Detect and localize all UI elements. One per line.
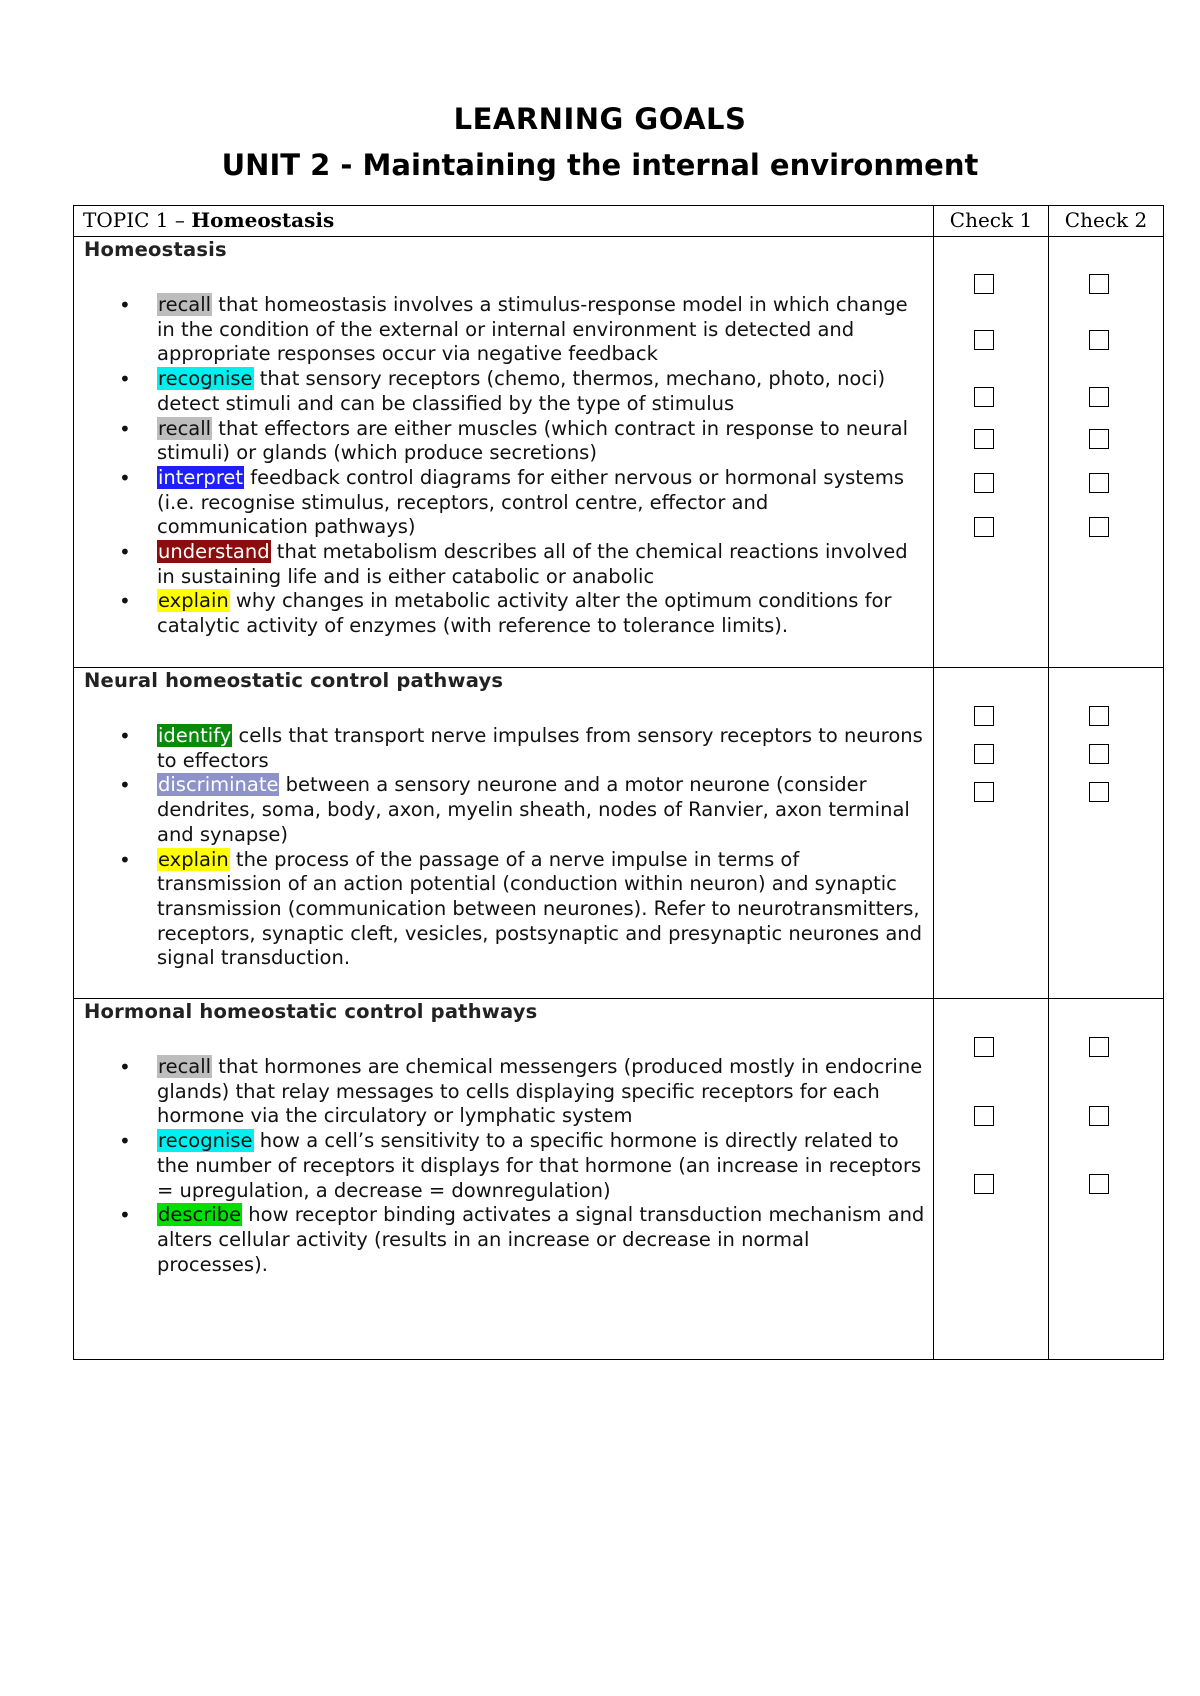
verb-highlight: explain: [158, 589, 229, 613]
checkbox[interactable]: [974, 517, 994, 537]
verb-highlight: recall: [158, 293, 212, 316]
check2-cell: [1049, 999, 1164, 1360]
table-row: [74, 999, 1164, 1360]
check1-cell: [934, 237, 1049, 668]
goal-text: that hormones are chemical messengers (produced mostly in endocrine glands) that relay messages to cells displaying specific receptors for each hormone via the circulatory or lymphatic system: [157, 1055, 923, 1128]
table-row: [74, 668, 1164, 999]
section-title: Hormonal homeostatic control pathways: [84, 1000, 538, 1023]
verb-highlight: recall: [158, 1055, 212, 1078]
list-item: [74, 773, 933, 847]
checkbox[interactable]: [974, 1037, 994, 1057]
checkbox[interactable]: [974, 706, 994, 726]
verb-highlight: describe: [158, 1203, 242, 1227]
check2-cell: [1049, 237, 1164, 668]
list-item: [74, 367, 933, 416]
section-hormonal: [74, 999, 934, 1360]
goal-text: feedback control diagrams for either nervous or hormonal systems (i.e. recognise stimulus, receptors, control centre, effector and communication pathways): [157, 465, 905, 539]
goal-list: [74, 1055, 933, 1277]
list-item: [74, 848, 933, 972]
check1-cell: [934, 668, 1049, 999]
checkbox[interactable]: [1089, 1037, 1109, 1057]
checkbox[interactable]: [1089, 473, 1109, 493]
checkbox[interactable]: [974, 429, 994, 449]
table-row: [74, 237, 1164, 668]
checkbox[interactable]: [1089, 517, 1109, 537]
doc-title: LEARNING GOALS: [453, 102, 747, 136]
section-neural: [74, 668, 934, 999]
checkbox[interactable]: [1089, 429, 1109, 449]
list-item: [74, 466, 933, 540]
verb-highlight: discriminate: [158, 773, 279, 797]
goal-text: how a cell’s sensitivity to a specific hormone is directly related to the number of receptors it displays for that hormone (an increase in receptors = upregulation, a decrease = downregulation): [157, 1129, 922, 1202]
goal-text: that sensory receptors (chemo, thermos, mechano, photo, noci) detect stimuli and can be classified by the type of stimulus: [157, 367, 886, 415]
goal-text: that homeostasis involves a stimulus-response model in which change in the condition of the external or internal environment is detected and appropriate responses occur via negative feedback: [157, 293, 908, 366]
verb-highlight: recognise: [158, 1129, 253, 1153]
checkbox[interactable]: [1089, 1174, 1109, 1194]
list-item: [74, 293, 933, 367]
doc-subtitle: UNIT 2 - Maintaining the internal environment: [221, 148, 979, 182]
list-item: [74, 724, 933, 773]
checkbox[interactable]: [974, 1106, 994, 1126]
checkbox[interactable]: [1089, 330, 1109, 350]
checkbox[interactable]: [1089, 387, 1109, 407]
check2-cell: [1049, 668, 1164, 999]
goal-list: [74, 724, 933, 971]
checkbox[interactable]: [974, 782, 994, 802]
checkbox[interactable]: [974, 744, 994, 764]
section-title: Neural homeostatic control pathways: [84, 669, 504, 692]
goal-text: how receptor binding activates a signal transduction mechanism and alters cellular activity (results in an increase or decrease in normal processes).: [157, 1203, 925, 1276]
checkbox[interactable]: [1089, 1106, 1109, 1126]
learning-goals-table: [73, 205, 1164, 1360]
topic-name: Homeostasis: [191, 208, 335, 232]
verb-highlight: recall: [158, 416, 212, 440]
checkbox[interactable]: [974, 1174, 994, 1194]
goal-text: the process of the passage of a nerve impulse in terms of transmission of an action potential (conduction within neuron) and synaptic transmission (communication between neurones). Refer to neurotransmitters, receptors, synaptic cleft, vesicles, postsynaptic and presynaptic neurones and signal transduction.: [157, 847, 923, 970]
list-item: [74, 1203, 933, 1277]
check2-header: Check 2: [1049, 206, 1164, 237]
verb-highlight: explain: [158, 847, 229, 871]
check1-header: Check 1: [934, 206, 1049, 237]
checkbox[interactable]: [974, 274, 994, 294]
checkbox[interactable]: [974, 387, 994, 407]
goal-text: between a sensory neurone and a motor neurone (consider dendrites, soma, body, axon, myelin sheath, nodes of Ranvier, axon terminal and synapse): [157, 773, 910, 846]
section-title: Homeostasis: [84, 238, 227, 261]
checkbox[interactable]: [974, 330, 994, 350]
list-item: [74, 417, 933, 466]
goal-text: that effectors are either muscles (which contract in response to neural stimuli) or glands (which produce secretions): [157, 416, 908, 465]
list-item: [74, 589, 933, 638]
list-item: [74, 1129, 933, 1203]
check1-cell: [934, 999, 1049, 1360]
goal-text: why changes in metabolic activity alter the optimum conditions for catalytic activity of enzymes (with reference to tolerance limits).: [157, 589, 892, 638]
verb-highlight: understand: [158, 540, 270, 564]
checkbox[interactable]: [1089, 782, 1109, 802]
goal-text: cells that transport nerve impulses from sensory receptors to neurons to effectors: [157, 724, 923, 772]
list-item: [74, 1055, 933, 1129]
verb-highlight: identify: [158, 724, 232, 747]
goal-list: [74, 293, 933, 639]
checkbox[interactable]: [1089, 744, 1109, 764]
checkbox[interactable]: [1089, 274, 1109, 294]
checkbox[interactable]: [1089, 706, 1109, 726]
table-header-row: [74, 206, 1164, 237]
verb-highlight: recognise: [158, 367, 253, 391]
list-item: [74, 540, 933, 589]
goal-text: that metabolism describes all of the chemical reactions involved in sustaining life and is either catabolic or anabolic: [157, 540, 908, 588]
section-homeostasis: [74, 237, 934, 668]
topic-header: [74, 206, 934, 237]
topic-label: TOPIC 1 –: [83, 208, 192, 232]
checkbox[interactable]: [974, 473, 994, 493]
verb-highlight: interpret: [158, 465, 244, 489]
